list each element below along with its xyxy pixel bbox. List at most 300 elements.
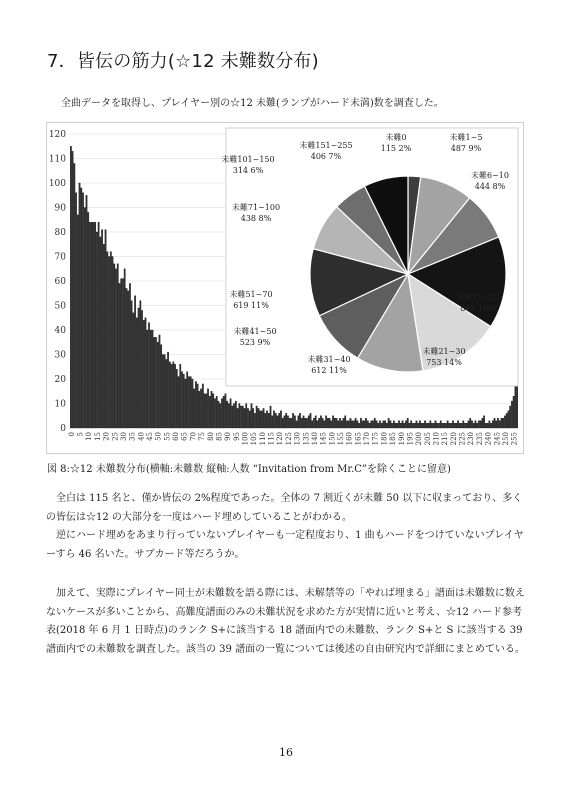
y-tick-label: 30	[54, 350, 66, 361]
bar-4	[77, 215, 78, 428]
x-tick-label: 220	[449, 432, 458, 446]
bar-51	[159, 335, 160, 428]
bar-114	[268, 413, 269, 428]
body-block-1	[46, 490, 528, 564]
x-tick-label: 10	[85, 432, 94, 441]
x-tick-label: 5	[76, 432, 85, 437]
bar-169	[364, 421, 365, 428]
bar-127	[291, 418, 292, 428]
bar-115	[270, 406, 271, 428]
bar-151	[332, 416, 333, 428]
bar-34	[129, 283, 130, 428]
bar-188	[397, 423, 398, 428]
pie-label-value: 523 9%	[239, 338, 271, 347]
bar-150	[331, 421, 332, 428]
x-tick-label: 210	[432, 432, 441, 446]
bar-167	[360, 418, 361, 428]
bar-20	[105, 230, 106, 428]
bar-138	[310, 413, 311, 428]
bar-71	[193, 389, 194, 428]
x-tick-label: 185	[389, 432, 398, 446]
bar-255	[513, 396, 514, 428]
bar-106	[254, 413, 255, 428]
bar-170	[365, 418, 366, 428]
pie-label-value: 115 2%	[380, 144, 412, 153]
bar-252	[508, 411, 509, 428]
bar-230	[470, 418, 471, 428]
bar-201	[419, 421, 420, 428]
x-tick-label: 140	[310, 432, 319, 446]
bar-149	[329, 418, 330, 428]
bar-95	[235, 401, 236, 428]
bar-203	[423, 423, 424, 428]
bar-131	[298, 416, 299, 428]
x-tick-label: 240	[484, 432, 493, 446]
bar-180	[383, 421, 384, 428]
x-tick-label: 215	[441, 432, 450, 446]
bar-224	[459, 423, 460, 428]
bar-59	[173, 362, 174, 428]
bar-212	[438, 423, 439, 428]
bar-147	[325, 416, 326, 428]
pie-label-name: 未難0	[385, 133, 407, 142]
bar-241	[489, 421, 490, 428]
x-tick-label: 230	[467, 432, 476, 446]
pie-label-name: 未難1~5	[449, 133, 483, 142]
bar-63	[180, 364, 181, 428]
y-tick-label: 110	[48, 154, 66, 165]
bar-242	[490, 423, 491, 428]
bar-107	[256, 406, 257, 428]
pie-slices	[310, 176, 506, 372]
bar-10	[88, 212, 89, 428]
x-tick-label: 90	[224, 432, 233, 441]
bar-29	[121, 279, 122, 428]
bar-35	[131, 301, 132, 428]
x-tick-label: 150	[328, 432, 337, 446]
bar-245	[496, 421, 497, 428]
bar-184	[390, 421, 391, 428]
pie-label-name: 未難41~50	[233, 327, 277, 336]
distribution-chart	[46, 122, 524, 454]
bar-5	[79, 183, 80, 428]
bar-148	[327, 418, 328, 428]
bar-121	[280, 411, 281, 428]
bar-49	[155, 337, 156, 428]
bar-240	[487, 423, 488, 428]
bar-96	[237, 408, 238, 428]
x-tick-label: 225	[458, 432, 467, 446]
x-tick-label: 105	[250, 432, 259, 446]
bar-141	[315, 416, 316, 428]
bar-24	[112, 257, 113, 429]
paragraph-1: 全白は 115 名と、僅か皆伝の 2%程度であった。全体の 7 割近くが未難 50 以下に収まっており、多くの皆伝は☆12 の大部分を一度はハード埋めしていることがわかる。	[46, 493, 523, 523]
bar-133	[301, 418, 302, 428]
section-heading: 7．皆伝の筋力(☆12 未難数分布)	[47, 51, 319, 72]
bar-32	[126, 288, 127, 428]
bar-97	[239, 404, 240, 429]
bar-47	[152, 330, 153, 428]
x-tick-label: 255	[510, 432, 519, 446]
bar-143	[318, 418, 319, 428]
paragraph-2: 逆にハード埋めをあまり行っていないプレイヤーも一定程度おり、1 曲もハードをつけていないプレイヤーすら 46 名いた。サブカード等だろうか。	[46, 530, 524, 560]
bar-213	[440, 421, 441, 428]
bar-18	[101, 230, 102, 428]
bar-232	[473, 423, 474, 428]
bar-142	[317, 421, 318, 428]
bar-202	[421, 423, 422, 428]
bar-144	[320, 416, 321, 428]
bar-153	[336, 418, 337, 428]
pie-label-name: 未難101~150	[221, 155, 275, 164]
bar-227	[464, 423, 465, 428]
x-tick-label: 120	[276, 432, 285, 446]
bar-166	[358, 423, 359, 428]
bar-225	[461, 423, 462, 428]
x-tick-label: 125	[284, 432, 293, 446]
bar-45	[148, 323, 149, 428]
bar-31	[124, 269, 125, 428]
x-tick-label: 245	[493, 432, 502, 446]
bar-132	[299, 413, 300, 428]
bar-108	[258, 408, 259, 428]
y-tick-label: 20	[54, 375, 66, 385]
bar-250	[504, 416, 505, 428]
bar-158	[345, 416, 346, 428]
bar-229	[468, 421, 469, 428]
bar-214	[442, 423, 443, 428]
bar-198	[414, 423, 415, 428]
pie-chart	[221, 128, 518, 386]
bar-55	[166, 359, 167, 428]
x-tick-label: 205	[423, 432, 432, 446]
x-tick-label: 25	[111, 432, 120, 441]
y-tick-label: 90	[54, 203, 66, 214]
bar-33	[127, 291, 128, 428]
bar-139	[312, 421, 313, 428]
bar-197	[412, 423, 413, 428]
x-tick-label: 200	[415, 432, 424, 446]
x-tick-label: 95	[232, 432, 241, 441]
page-number: 16	[279, 746, 293, 759]
bar-172	[369, 423, 370, 428]
x-tick-label: 235	[475, 432, 484, 446]
bar-176	[376, 421, 377, 428]
bar-195	[409, 423, 410, 428]
bar-60	[174, 364, 175, 428]
bar-218	[449, 423, 450, 428]
bar-48	[153, 337, 154, 428]
bar-186	[393, 421, 394, 428]
bar-165	[357, 421, 358, 428]
bar-102	[247, 408, 248, 428]
x-tick-label: 15	[93, 432, 102, 441]
y-tick-label: 50	[54, 301, 66, 312]
bar-173	[371, 421, 372, 428]
bar-216	[445, 423, 446, 428]
bar-76	[202, 384, 203, 428]
x-tick-label: 70	[189, 432, 198, 441]
pie-label-name: 未難21~30	[422, 347, 466, 356]
bar-209	[433, 423, 434, 428]
bar-74	[199, 391, 200, 428]
bar-193	[405, 421, 406, 428]
bar-171	[367, 421, 368, 428]
bar-98	[240, 406, 241, 428]
x-tick-label: 250	[501, 432, 510, 446]
bar-21	[107, 252, 108, 428]
bar-64	[181, 372, 182, 428]
y-tick-label: 70	[54, 252, 66, 263]
x-tick-label: 165	[354, 432, 363, 446]
bar-185	[391, 423, 392, 428]
bar-249	[503, 418, 504, 428]
x-tick-label: 145	[319, 432, 328, 446]
bar-86	[219, 404, 220, 429]
bar-57	[169, 362, 170, 428]
bar-160	[348, 421, 349, 428]
bar-136	[306, 418, 307, 428]
bar-54	[164, 355, 165, 429]
bar-210	[435, 421, 436, 428]
x-tick-label: 85	[215, 432, 224, 441]
bar-211	[437, 423, 438, 428]
x-tick-label: 170	[363, 432, 372, 446]
figure-caption: 図 8:☆12 未難数分布(横軸:未難数 縦軸:人数 “Invitation from Mr.C”を除くことに留意)	[47, 464, 451, 475]
bar-199	[416, 421, 417, 428]
bar-61	[176, 369, 177, 428]
x-tick-label: 130	[293, 432, 302, 446]
bar-164	[355, 418, 356, 428]
pie-label-name: 未難31~40	[307, 355, 351, 364]
bar-81	[211, 391, 212, 428]
pie-label-value: 444 8%	[474, 182, 506, 191]
bar-200	[417, 423, 418, 428]
bar-78	[206, 394, 207, 428]
bar-84	[216, 396, 217, 428]
bar-41	[141, 310, 142, 428]
bar-26	[115, 269, 116, 428]
pie-label-value: 842 15%	[460, 304, 496, 313]
x-tick-label: 180	[380, 432, 389, 446]
bar-157	[343, 418, 344, 428]
x-tick-label: 160	[345, 432, 354, 446]
bar-116	[272, 416, 273, 428]
bar-117	[273, 411, 274, 428]
bar-80	[209, 396, 210, 428]
bar-50	[157, 342, 158, 428]
bar-39	[138, 308, 139, 428]
bar-89	[225, 394, 226, 428]
bar-215	[443, 423, 444, 428]
pie-label-value: 438 8%	[240, 214, 272, 223]
pie-label-name: 未難151~255	[299, 141, 353, 150]
bar-46	[150, 330, 151, 428]
bar-123	[284, 416, 285, 428]
bar-140	[313, 418, 314, 428]
bar-156	[341, 421, 342, 428]
bar-253	[509, 406, 510, 428]
bar-27	[117, 264, 118, 428]
bar-254	[511, 401, 512, 428]
pie-label-value: 314 6%	[232, 166, 264, 175]
x-tick-label: 40	[137, 432, 146, 441]
bar-12	[91, 222, 92, 428]
bar-66	[185, 379, 186, 428]
bar-113	[266, 411, 267, 428]
bar-30	[122, 279, 123, 428]
bar-204	[424, 421, 425, 428]
bar-9	[86, 195, 87, 428]
bar-248	[501, 418, 502, 428]
bar-43	[145, 318, 146, 428]
x-tick-label: 195	[406, 432, 415, 446]
bar-126	[289, 418, 290, 428]
bar-191	[402, 421, 403, 428]
bar-65	[183, 374, 184, 428]
x-tick-label: 45	[146, 432, 155, 441]
body-block-2	[46, 585, 528, 659]
bar-94	[233, 404, 234, 429]
bar-219	[450, 423, 451, 428]
bar-236	[480, 421, 481, 428]
bar-15	[96, 232, 97, 428]
bar-222	[456, 423, 457, 428]
bar-79	[207, 389, 208, 428]
bar-118	[275, 413, 276, 428]
bar-38	[136, 318, 137, 428]
bar-174	[372, 421, 373, 428]
bar-23	[110, 252, 111, 428]
bar-154	[338, 421, 339, 428]
y-tick-label: 120	[48, 130, 66, 140]
y-tick-label: 40	[54, 326, 66, 336]
bar-120	[279, 413, 280, 428]
bar-17	[100, 237, 101, 428]
pie-label-value: 753 14%	[426, 358, 462, 367]
x-tick-label: 35	[128, 432, 137, 441]
bar-128	[292, 413, 293, 428]
bar-70	[192, 379, 193, 428]
bar-13	[93, 222, 94, 428]
bar-69	[190, 377, 191, 428]
bar-231	[471, 421, 472, 428]
bar-92	[230, 399, 231, 428]
bar-22	[108, 257, 109, 429]
bar-238	[483, 416, 484, 428]
bar-234	[476, 423, 477, 428]
bar-11	[89, 222, 90, 428]
pie-label-name: 未難6~10	[471, 171, 509, 180]
bar-168	[362, 421, 363, 428]
bar-206	[428, 423, 429, 428]
x-tick-label: 75	[198, 432, 207, 441]
bar-73	[197, 384, 198, 428]
pie-label-name: 未難51~70	[229, 290, 273, 299]
bar-62	[178, 377, 179, 428]
bar-130	[296, 421, 297, 428]
bar-217	[447, 421, 448, 428]
bar-85	[218, 401, 219, 428]
bar-247	[499, 421, 500, 428]
bar-56	[167, 352, 168, 428]
y-tick-label: 0	[60, 424, 66, 434]
bar-146	[324, 421, 325, 428]
bar-159	[346, 421, 347, 428]
bar-205	[426, 423, 427, 428]
y-tick-label: 10	[54, 399, 66, 410]
bar-161	[350, 418, 351, 428]
bar-7	[82, 193, 83, 428]
bar-0	[70, 146, 71, 428]
bar-52	[160, 345, 161, 428]
bar-189	[398, 421, 399, 428]
bar-19	[103, 244, 104, 428]
bar-163	[353, 421, 354, 428]
x-tick-label: 20	[102, 432, 111, 441]
bar-119	[277, 416, 278, 428]
x-tick-label: 190	[397, 432, 406, 446]
section-intro: 全曲データを取得し、プレイヤー別の☆12 未難(ランプがハード未満)数を調査した。	[61, 98, 444, 109]
pie-label-name: 未難11~20	[456, 293, 500, 302]
x-tick-label: 175	[371, 432, 380, 446]
bar-251	[506, 413, 507, 428]
bar-122	[282, 418, 283, 428]
bar-194	[407, 418, 408, 428]
bar-72	[195, 381, 196, 428]
bar-53	[162, 355, 163, 429]
bar-235	[478, 421, 479, 428]
x-tick-label: 60	[172, 432, 181, 441]
bar-58	[171, 364, 172, 428]
bar-6	[81, 188, 82, 428]
bar-103	[249, 411, 250, 428]
bar-187	[395, 423, 396, 428]
pie-label-value: 406 7%	[310, 152, 342, 161]
y-tick-label: 60	[54, 277, 66, 287]
bar-196	[410, 421, 411, 428]
bar-152	[334, 418, 335, 428]
bar-109	[259, 411, 260, 428]
bar-135	[305, 418, 306, 428]
bar-14	[94, 222, 95, 428]
bar-175	[374, 418, 375, 428]
bar-82	[213, 394, 214, 428]
bar-67	[186, 372, 187, 428]
x-tick-label: 65	[180, 432, 189, 441]
bar-129	[294, 416, 295, 428]
bar-244	[494, 418, 495, 428]
bar-182	[386, 423, 387, 428]
bar-25	[114, 264, 115, 428]
bar-16	[98, 222, 99, 428]
bar-42	[143, 320, 144, 428]
bar-2	[74, 163, 75, 428]
paragraph-3: 加えて、実際にプレイヤー同士が未難数を語る際には、未解禁等の「やれば埋まる」譜面は未難数に数えないケースが多いことから、高難度譜面のみの未難状況を求めた方が実情に近いと考え、☆12 ハード参考表(2018 年 6 月 1 日時点)のランク S+に該当する 18 譜面内での未難数、ランク S+と S に該当する 39 譜面内での未難数を調査した。該当の 39 譜面の一覧については後述の自由研究内で詳細にまとめている。	[46, 588, 525, 655]
bar-134	[303, 416, 304, 428]
bar-105	[252, 408, 253, 428]
bar-93	[232, 406, 233, 428]
bar-83	[214, 399, 215, 428]
bar-75	[200, 389, 201, 428]
bar-190	[400, 423, 401, 428]
bar-90	[226, 401, 227, 428]
bar-177	[377, 423, 378, 428]
bar-223	[457, 421, 458, 428]
x-tick-label: 115	[267, 432, 276, 446]
y-tick-label: 80	[54, 228, 66, 238]
bar-112	[265, 413, 266, 428]
